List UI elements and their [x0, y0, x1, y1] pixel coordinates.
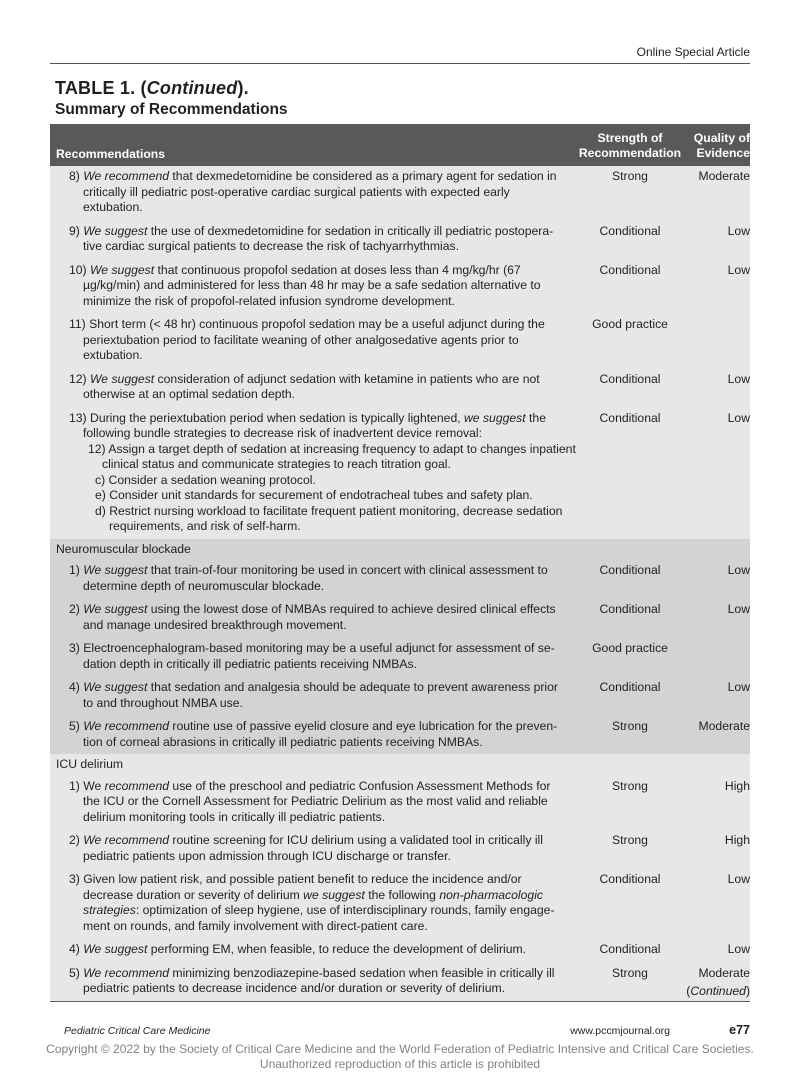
quality-value: Low: [727, 872, 750, 886]
continued-note: (Continued): [686, 984, 750, 998]
table-row: [50, 872, 750, 934]
strength-value: Conditional: [599, 410, 661, 425]
strength-value: Conditional: [599, 602, 661, 616]
quality-value: High: [724, 778, 750, 793]
table-row: [50, 263, 750, 310]
strength-value: Conditional: [599, 371, 661, 386]
footer-journal-name: Pediatric Critical Care Medicine: [64, 1025, 211, 1037]
quality-value: Moderate: [698, 719, 750, 733]
section-label: Neuromuscular blockade: [56, 541, 191, 556]
recommendation-text: 5) We recommend routine use of passive eyelid closure and eye lubrication for the prevention of corneal abrasions in critically ill pediatric patients receiving NMBAs.: [69, 719, 558, 749]
recommendation-text: 8) We recommend that dexmedetomidine be considered as a primary agent for sedation in critically ill pediatric post-operative cardiac surgical patients with expected early extubation.: [69, 169, 557, 214]
quality-value: Low: [727, 563, 750, 577]
table-row: [50, 563, 750, 594]
table-caption: [55, 78, 288, 119]
footer-journal-url: www.pccmjournal.org: [570, 1025, 670, 1037]
table-row: [50, 966, 750, 997]
quality-value: Low: [727, 410, 750, 425]
table-subtitle: Summary of Recommendations: [55, 101, 288, 118]
quality-value: Low: [727, 602, 750, 616]
quality-value: Low: [727, 942, 750, 956]
table-title: [55, 78, 288, 99]
bundle-item: e) Consider unit standards for securement of endotracheal tubes and safety plan.: [95, 488, 533, 502]
copyright-notice: [0, 1042, 800, 1072]
strength-value: Conditional: [599, 262, 661, 277]
table-row: [50, 641, 750, 672]
column-header-recommendations: Recommendations: [56, 147, 166, 161]
table-row: [50, 779, 750, 826]
column-header-strength: [575, 131, 685, 161]
strength-value: Conditional: [599, 563, 661, 577]
header-rule: [50, 63, 750, 64]
quality-value: Low: [727, 680, 750, 694]
quality-header-line1: Quality of: [693, 131, 750, 145]
quality-value: Moderate: [698, 965, 750, 980]
recommendation-text: 4) We suggest performing EM, when feasible, to reduce the development of delirium.: [69, 942, 527, 956]
column-header-quality: [686, 131, 750, 161]
running-head: Online Special Article: [636, 45, 750, 59]
quality-value: Low: [727, 223, 750, 238]
quality-value: Moderate: [698, 169, 750, 183]
strength-value: Conditional: [599, 223, 661, 238]
table-row: [50, 317, 750, 364]
quality-value: Low: [727, 371, 750, 386]
continued-word: Continued: [146, 78, 238, 98]
recommendation-text: 2) We suggest using the lowest dose of NMBAs required to achieve desired clinical effects and manage undesired breakthrough movement.: [69, 602, 556, 632]
quality-header-line2: Evidence: [696, 146, 750, 160]
strength-value: Conditional: [599, 680, 661, 694]
recommendation-text: 4) We suggest that sedation and analgesia should be adequate to prevent awareness prior to and throughout NMBA use.: [69, 680, 558, 710]
section-neuromuscular-blockade: [50, 539, 750, 755]
copyright-line: Unauthorized reproduction of this article is prohibited: [259, 1057, 541, 1071]
page-number: e77: [729, 1023, 750, 1037]
strength-value: Good practice: [592, 641, 668, 655]
bundle-item: d) Restrict nursing workload to facilitate frequent patient monitoring, decrease sedation requirements, and risk of self-harm.: [95, 503, 563, 533]
strength-header-line2: Recommendation: [578, 146, 682, 160]
strength-value: Good practice: [592, 317, 668, 331]
strength-value: Strong: [612, 833, 648, 847]
copyright-line: Copyright © 2022 by the Society of Critical Care Medicine and the World Federation of Pediatric Intensive and Critical Care Societies.: [46, 1042, 754, 1056]
table-row: [50, 680, 750, 711]
strength-header-line1: Strength of: [597, 131, 663, 145]
table-header: [50, 124, 750, 166]
table-label-end: ).: [237, 78, 249, 98]
recommendation-text: 1) We suggest that train-of-four monitoring be used in concert with clinical assessment to determine depth of neuromuscular blockade.: [69, 563, 548, 593]
table-row: [50, 411, 750, 535]
recommendation-text: 1) We recommend use of the preschool and pediatric Confusion Assessment Methods for the ICU or the Cornell Assessment for Pediatric Delirium as the most valid and reliable delirium monitoring tools in critically ill pediatric patients.: [69, 778, 551, 824]
recommendation-text: 10) We suggest that continuous propofol sedation at doses less than 4 mg/kg/hr (67 µg/kg/min) and administered for less than 48 hr may be a safe sedation alternative to minimize the risk of propofol-related infusion syndrome development.: [69, 262, 541, 308]
table-row: [50, 942, 750, 958]
table-row: [50, 602, 750, 633]
strength-value: Strong: [612, 778, 648, 793]
strength-value: Conditional: [599, 942, 661, 956]
bundle-item: c) Consider a sedation weaning protocol.: [95, 472, 316, 487]
quality-value: High: [724, 833, 750, 847]
table-row: [50, 719, 750, 750]
recommendation-text: 9) We suggest the use of dexmedetomidine for sedation in critically ill pediatric postoperative cardiac surgical patients to decrease the risk of tachyarrhythmias.: [69, 223, 554, 253]
strength-value: Strong: [612, 965, 648, 980]
recommendation-text: 3) Given low patient risk, and possible patient benefit to reduce the incidence and/or decrease duration or severity of delirium we suggest the following non-pharmacologic strategies: optimization of sleep hygiene, use of interdisciplinary rounds, family engagement on rounds, and family involvement with direct-patient care.: [69, 872, 555, 933]
table-label: TABLE 1. (: [55, 78, 147, 98]
recommendation-text: 5) We recommend minimizing benzodiazepine-based sedation when feasible in critically ill pediatric patients to decrease incidence and/or duration or severity of delirium.: [69, 965, 555, 995]
recommendation-text: 3) Electroencephalogram-based monitoring may be a useful adjunct for assessment of sedation depth in critically ill pediatric patients receiving NMBAs.: [69, 641, 555, 671]
quality-value: Low: [727, 262, 750, 277]
section-icu-delirium: [50, 754, 750, 1002]
strength-value: Conditional: [599, 872, 661, 886]
recommendation-text: 13) During the periextubation period when sedation is typically lightened, we suggest the following bundle strategies to decrease risk of inadvertent device removal:: [69, 410, 546, 440]
recommendations-table: [50, 124, 750, 1002]
section-sedation: [50, 166, 750, 539]
table-row: [50, 169, 750, 216]
recommendation-text: 11) Short term (< 48 hr) continuous propofol sedation may be a useful adjunct during the periextubation period to facilitate weaning of other analgosedative agents prior to extubation.: [69, 317, 545, 362]
strength-value: Strong: [612, 719, 648, 733]
table-row: [50, 833, 750, 864]
strength-value: Strong: [612, 169, 648, 183]
bundle-item: 12) Assign a target depth of sedation at increasing frequency to adapt to changes inpatient clinical status and communicate strategies to reach titration goal.: [88, 441, 576, 471]
recommendation-text: 12) We suggest consideration of adjunct sedation with ketamine in patients who are not otherwise at an optimal sedation depth.: [69, 371, 540, 401]
recommendation-text: 2) We recommend routine screening for ICU delirium using a validated tool in critically ill pediatric patients upon admission through ICU discharge or transfer.: [69, 833, 543, 863]
table-row: [50, 224, 750, 255]
section-label: ICU delirium: [56, 757, 124, 771]
table-row: [50, 372, 750, 403]
